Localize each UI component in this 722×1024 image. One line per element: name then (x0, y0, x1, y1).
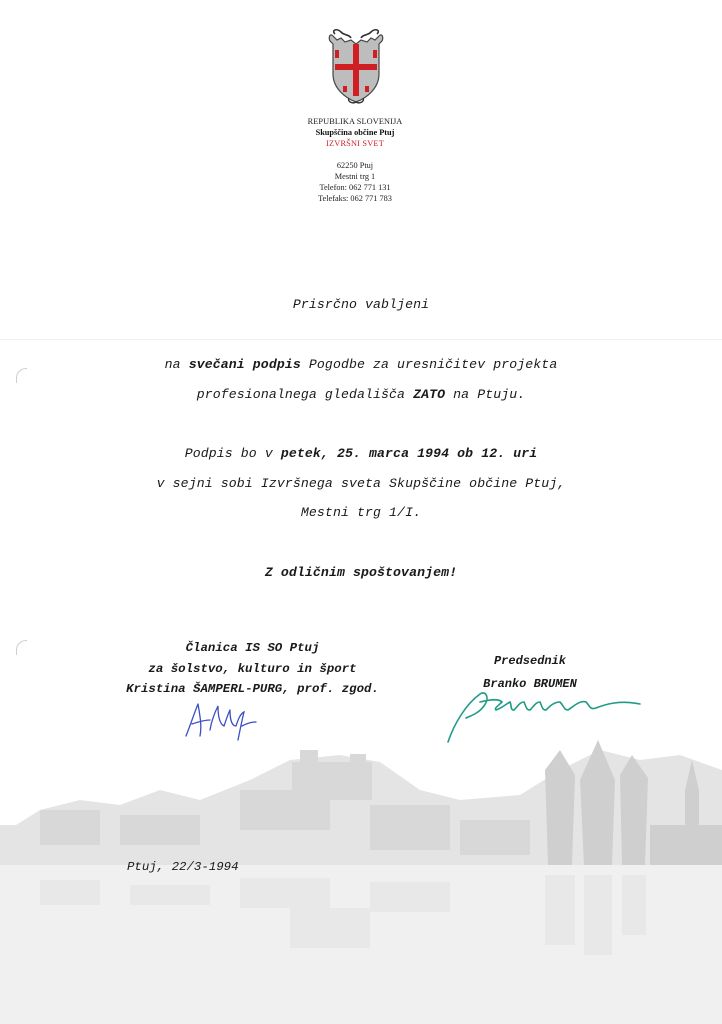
text-zato: ZATO (413, 387, 446, 402)
event-datetime: petek, 25. marca 1994 ob 12. uri (280, 446, 538, 461)
letterhead-street: Mestni trg 1 (334, 172, 376, 182)
invitation-line-4: v sejni sobi Izvršnega sveta Skupščine občine Ptuj, (156, 476, 566, 491)
invitation-line-5: Mestni trg 1/I. (300, 505, 422, 520)
closing-greeting: Z odličnim spoštovanjem! (264, 565, 458, 580)
handwritten-signature-right (440, 684, 650, 748)
signatory-left (110, 638, 395, 700)
signatory-right-last-name: BRUMEN (533, 676, 577, 691)
invitation-heading: Prisrčno vabljeni (292, 297, 430, 312)
signatory-left-name: Kristina ŠAMPERL-PURG, prof. zgod. (126, 682, 379, 696)
coat-of-arms-icon (325, 28, 387, 104)
text-na: na (164, 357, 181, 372)
invitation-line-3 (0, 446, 722, 461)
letterhead-organization: Skupščina občine Ptuj (315, 127, 395, 137)
handwritten-signature-left (180, 696, 262, 744)
text-signing-ceremony: svečani podpis (188, 357, 301, 372)
text-agreement: Pogodbe za uresničitev projekta (308, 357, 558, 372)
letterhead-country: REPUBLIKA SLOVENIJA (307, 117, 403, 126)
signatory-right-role: Predsednik (493, 654, 566, 668)
letterhead-contact (280, 161, 430, 204)
letterhead-postal: 62250 Ptuj (336, 161, 374, 171)
paper-fold-line (0, 339, 722, 340)
signatory-right-first-name: Branko (483, 676, 527, 691)
letterhead (280, 117, 430, 205)
signatory-left-role: Članica IS SO Ptuj (185, 641, 320, 655)
signatory-left-area: za šolstvo, kulturo in šport (148, 661, 357, 676)
invitation-line-2 (0, 387, 722, 402)
letterhead-fax: Telefaks: 062 771 783 (318, 193, 392, 203)
invitation-line-1 (0, 357, 722, 372)
text-signing-will-be: Podpis bo v (184, 446, 273, 461)
text-theatre: profesionalnega gledališča (196, 387, 406, 402)
letterhead-phone: Telefon: 062 771 131 (319, 182, 391, 192)
document-date: Ptuj, 22/3-1994 (127, 860, 239, 874)
text-in-ptuj: na Ptuju. (453, 387, 526, 402)
letterhead-department: IZVRŠNI SVET (326, 138, 384, 148)
